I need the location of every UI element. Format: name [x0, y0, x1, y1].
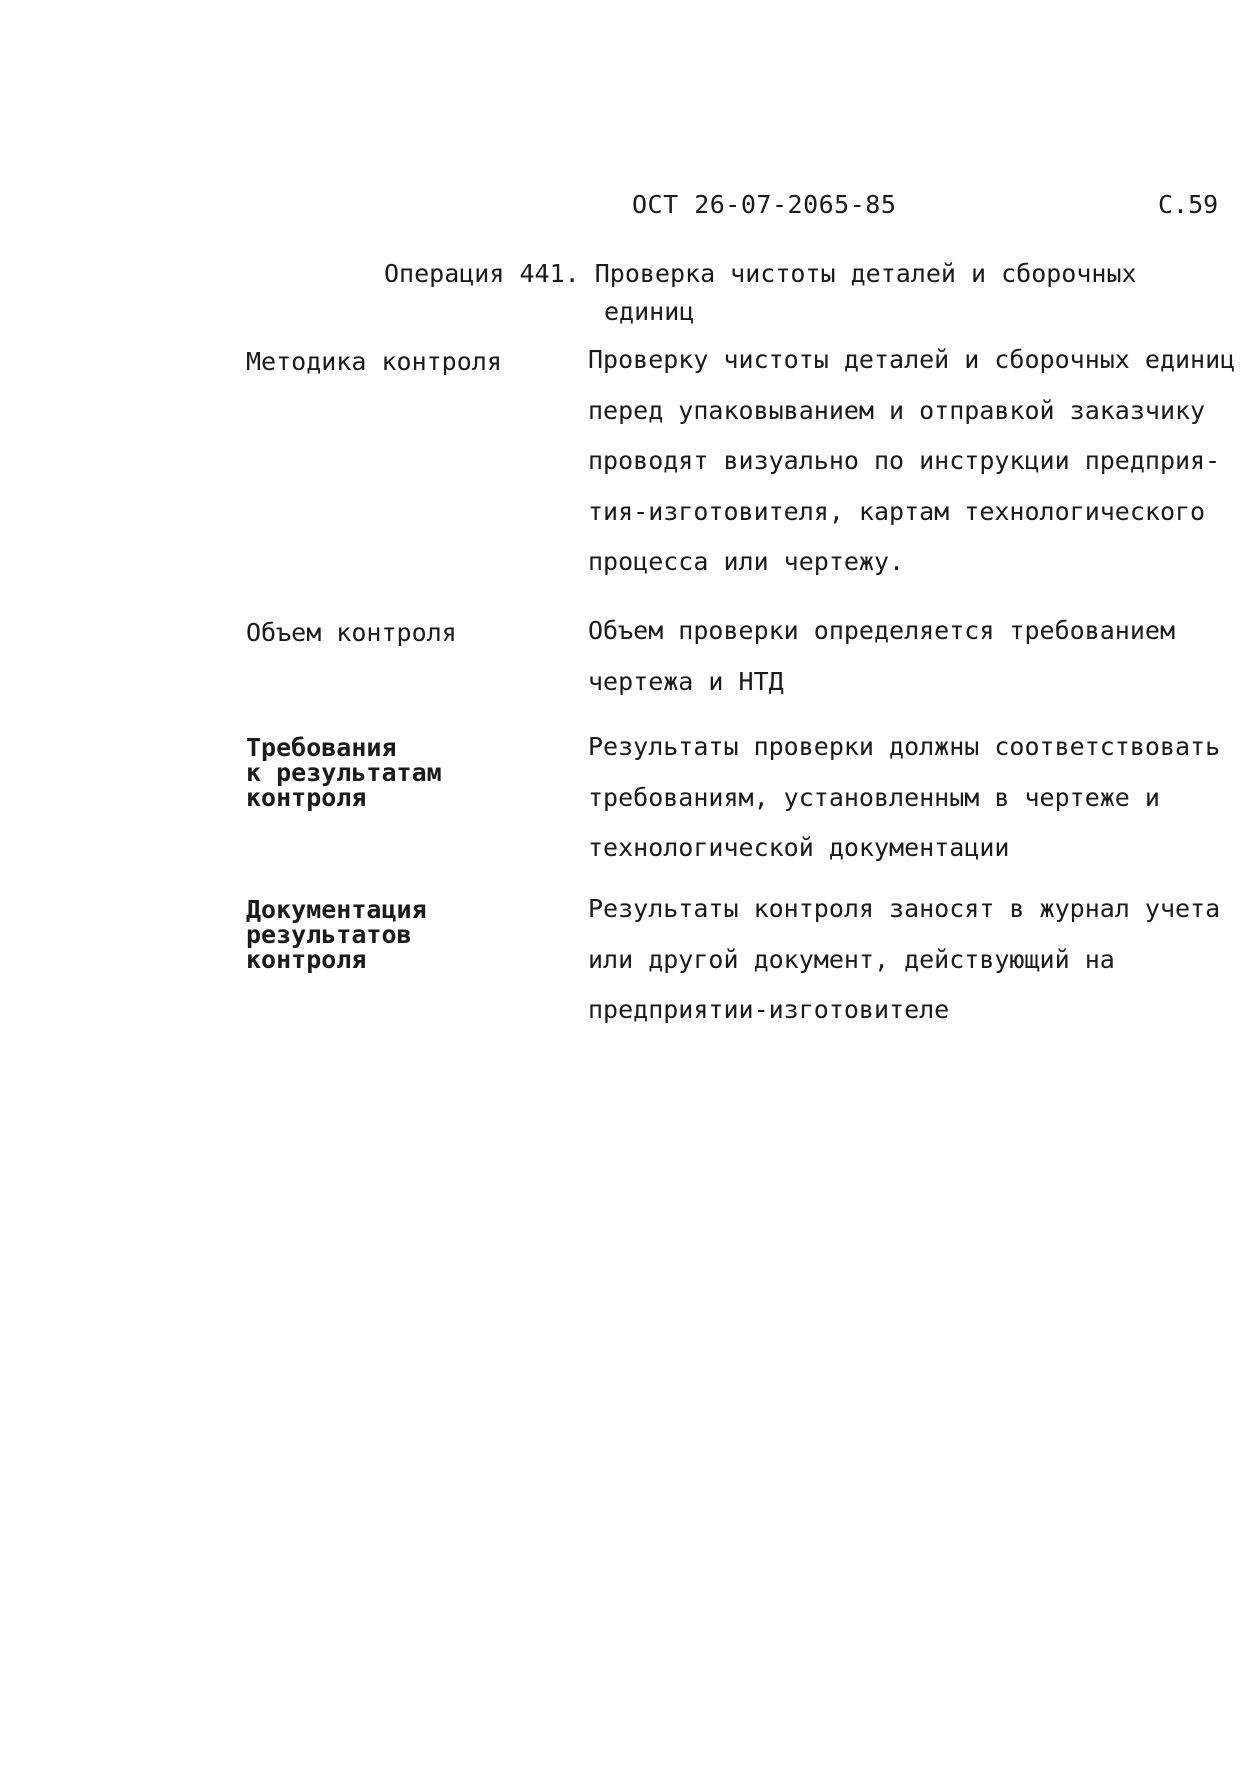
body-line: Проверку чистоты деталей и сборочных единиц [588, 345, 1236, 374]
body-line: Объем проверки определяется требованием [588, 616, 1175, 645]
body-line: тия-изготовителя, картам технологического [588, 496, 1206, 526]
body-line: перед упаковыванием и отправкой заказчику [588, 395, 1206, 425]
operation-title-line-1: Операция 441. Проверка чистоты деталей и сборочных [384, 259, 1137, 288]
document-code: ОСТ 26-07-2065-85 [632, 190, 897, 219]
section-label [246, 897, 546, 972]
section-label: Объем контроля [246, 618, 457, 647]
operation-title [384, 255, 1204, 331]
label-line: контроля [246, 945, 367, 974]
section-body [588, 884, 1259, 1036]
body-line: Результаты контроля заносят в журнал учета [588, 894, 1221, 923]
page-number: С.59 [1158, 190, 1219, 219]
body-line: предприятии-изготовителе [588, 995, 950, 1024]
body-line: технологической документации [588, 833, 1010, 862]
operation-title-line-2: единиц [604, 297, 695, 326]
section-body [588, 606, 1259, 707]
label-line: контроля [246, 783, 367, 812]
body-line: требованиям, установленным в чертеже и [588, 782, 1160, 812]
section-label: Методика контроля [246, 347, 502, 376]
body-line: процесса или чертежу. [588, 547, 905, 576]
label-line: к результатам [246, 758, 442, 787]
label-line: результатов [246, 920, 412, 949]
body-line: чертежа и НТД [588, 666, 784, 696]
section-body [588, 335, 1259, 588]
section-body [588, 722, 1259, 874]
section-label [246, 735, 546, 810]
label-line: Документация [246, 895, 427, 924]
label-line: Требования [246, 733, 397, 762]
body-line: или другой документ, действующий на [588, 944, 1115, 974]
body-line: проводят визуально по инструкции предприя- [588, 446, 1221, 475]
body-line: Результаты проверки должны соответствовать [588, 732, 1221, 761]
